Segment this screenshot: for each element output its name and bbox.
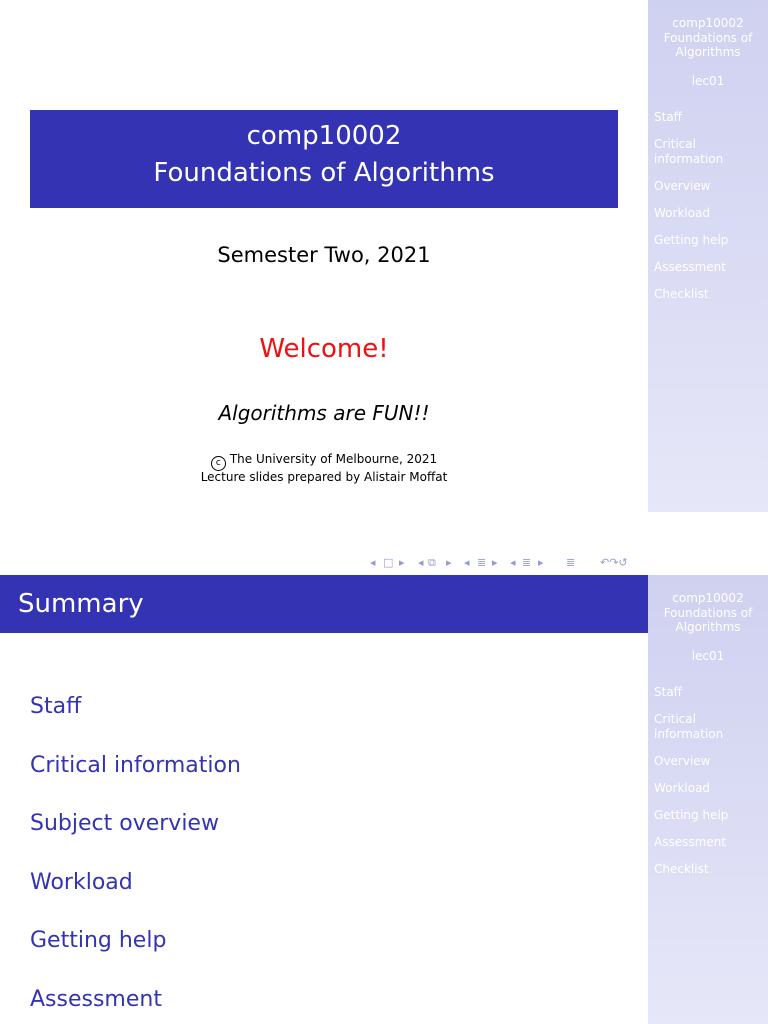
sidebar-item-workload[interactable]: Workload [654, 206, 711, 220]
summary-item-subject-overview[interactable]: Subject overview [30, 811, 219, 836]
section-icon[interactable]: ≣ [477, 556, 487, 569]
sidebar-item-overview[interactable]: Overview [654, 179, 711, 193]
sidebar-item-overview[interactable]: Overview [654, 754, 711, 768]
sidebar-lecture: lec01 [691, 74, 725, 88]
sidebar-item-assessment[interactable]: Assessment [654, 835, 726, 849]
sidebar-item-staff[interactable]: Staff [654, 110, 682, 124]
subsection-prev-icon[interactable]: ◂ [418, 556, 424, 569]
course-code: comp10002 [246, 121, 402, 151]
frame-title-bar [0, 575, 648, 633]
frame-icon[interactable]: □ [383, 556, 394, 569]
subsection2-next-icon[interactable]: ▸ [538, 556, 544, 569]
sidebar-course-title-2: Algorithms [675, 45, 741, 59]
sidebar [648, 575, 768, 1024]
tagline-text: Algorithms are FUN!! [218, 401, 430, 425]
summary-item-assessment[interactable]: Assessment [30, 986, 162, 1012]
sidebar-nav [654, 685, 764, 889]
sidebar-header [648, 591, 768, 635]
sidebar-course-code: comp10002 [672, 591, 744, 605]
credit-text: Lecture slides prepared by Alistair Moffat [200, 470, 448, 484]
sidebar-item-staff[interactable]: Staff [654, 685, 682, 699]
sidebar-item-getting-help[interactable]: Getting help [654, 808, 729, 822]
sidebar-header [648, 16, 768, 60]
sidebar-item-workload[interactable]: Workload [654, 781, 711, 795]
toc-icon[interactable]: ≣ [566, 556, 576, 569]
course-title: Foundations of Algorithms [153, 158, 495, 188]
frame-title: Summary [18, 589, 144, 619]
sidebar-course-title-1: Foundations of [663, 605, 753, 620]
copyright-icon: c [211, 456, 226, 471]
summary-item-staff[interactable]: Staff [30, 694, 82, 719]
copyright-text: The University of Melbourne, 2021 [229, 452, 438, 466]
sidebar-item-getting-help[interactable]: Getting help [654, 233, 729, 247]
sidebar [648, 0, 768, 512]
summary-item-workload[interactable]: Workload [30, 869, 133, 895]
sidebar-nav [654, 110, 764, 314]
title-box [30, 110, 618, 208]
sidebar-course-title-1: Foundations of [663, 30, 753, 45]
subsection-next-icon[interactable]: ▸ [446, 556, 452, 569]
sidebar-item-checklist[interactable]: Checklist [654, 862, 709, 876]
sidebar-item-checklist[interactable]: Checklist [654, 287, 709, 301]
sidebar-course-code: comp10002 [672, 16, 744, 30]
section-next-icon[interactable]: ▸ [492, 556, 498, 569]
welcome-text: Welcome! [259, 334, 389, 364]
sidebar-item-critical-information[interactable]: Critical information [654, 137, 724, 166]
subsection2-icon[interactable]: ≣ [522, 556, 532, 569]
sidebar-item-critical-information[interactable]: Critical information [654, 712, 724, 741]
search-controls-icon[interactable]: ↶↷↺ [600, 556, 628, 569]
summary-item-getting-help[interactable]: Getting help [30, 928, 167, 953]
summary-slide [0, 575, 768, 1024]
sidebar-item-assessment[interactable]: Assessment [654, 260, 726, 274]
sidebar-course-title-2: Algorithms [675, 620, 741, 634]
frame-prev-icon[interactable]: ◂ [370, 556, 376, 569]
sidebar-lecture: lec01 [691, 649, 725, 663]
semester-text: Semester Two, 2021 [217, 243, 431, 267]
summary-item-critical-information[interactable]: Critical information [30, 752, 241, 778]
subsection2-prev-icon[interactable]: ◂ [510, 556, 516, 569]
summary-list [30, 693, 241, 1024]
subsection-icon[interactable]: ⧉ [428, 556, 436, 569]
frame-next-icon[interactable]: ▸ [399, 556, 405, 569]
beamer-navigation-bar [370, 556, 645, 572]
section-prev-icon[interactable]: ◂ [464, 556, 470, 569]
